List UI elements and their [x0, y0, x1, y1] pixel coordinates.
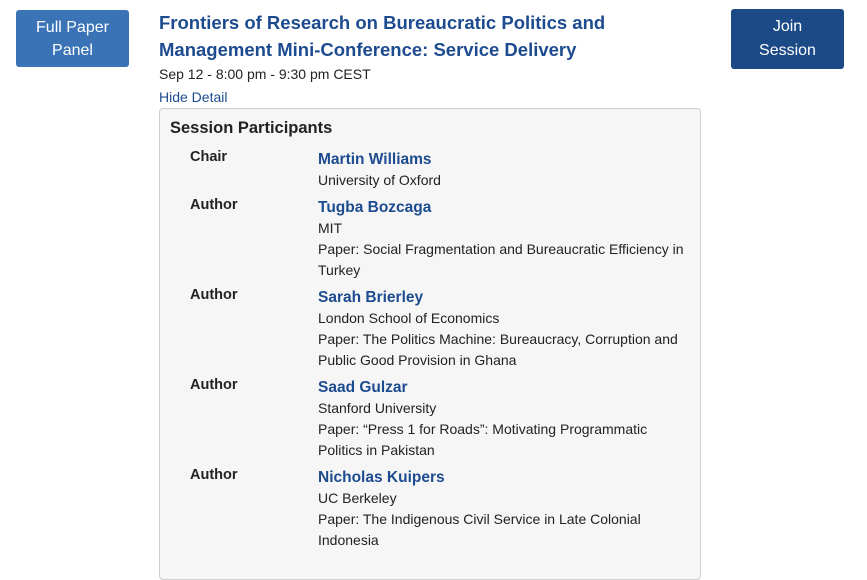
join-label-line2: Session: [759, 42, 816, 59]
participant-affiliation: London School of Economics: [318, 310, 500, 326]
participant-role: Author: [190, 377, 238, 393]
participant-info: [318, 377, 688, 461]
participant-role: Author: [190, 467, 238, 483]
participant-info: [318, 197, 688, 281]
session-type-button[interactable]: [16, 10, 129, 67]
participant-affiliation: University of Oxford: [318, 172, 441, 188]
participant-paper: Paper: Social Fragmentation and Bureaucratic Efficiency in Turkey: [318, 241, 684, 278]
session-title: Frontiers of Research on Bureaucratic Politics and Management Mini-Conference: Service Delivery: [159, 12, 606, 60]
participant-info: [318, 287, 688, 371]
participant-role: Author: [190, 287, 238, 303]
join-session-button[interactable]: [731, 9, 844, 69]
participant-info: [318, 467, 688, 551]
participant-name-link[interactable]: Martin Williams: [318, 151, 432, 168]
participant-paper: Paper: “Press 1 for Roads”: Motivating Programmatic Politics in Pakistan: [318, 421, 648, 458]
participant-name-link[interactable]: Nicholas Kuipers: [318, 469, 445, 486]
session-datetime: Sep 12 - 8:00 pm - 9:30 pm CEST: [159, 66, 371, 82]
participant-affiliation: Stanford University: [318, 400, 437, 416]
join-label-line1: Join: [772, 18, 803, 35]
participant-name-link[interactable]: Sarah Brierley: [318, 289, 424, 306]
participant-affiliation: UC Berkeley: [318, 490, 397, 506]
participant-paper: Paper: The Indigenous Civil Service in Late Colonial Indonesia: [318, 511, 641, 548]
participant-name-link[interactable]: Saad Gulzar: [318, 379, 408, 396]
participant-affiliation: MIT: [318, 220, 343, 236]
participant-role: Chair: [190, 149, 228, 165]
participant-role: Author: [190, 197, 238, 213]
participant-name-link[interactable]: Tugba Bozcaga: [318, 199, 432, 216]
participant-paper: Paper: The Politics Machine: Bureaucracy, Corruption and Public Good Provision in Ghana: [318, 331, 678, 368]
session-type-label-line1: Full Paper: [36, 18, 109, 36]
participants-heading: Session Participants: [170, 119, 333, 137]
session-type-label-line2: Panel: [52, 41, 93, 59]
participants-panel: [159, 108, 701, 580]
participant-info: [318, 149, 688, 191]
hide-detail-link[interactable]: Hide Detail: [159, 89, 228, 105]
